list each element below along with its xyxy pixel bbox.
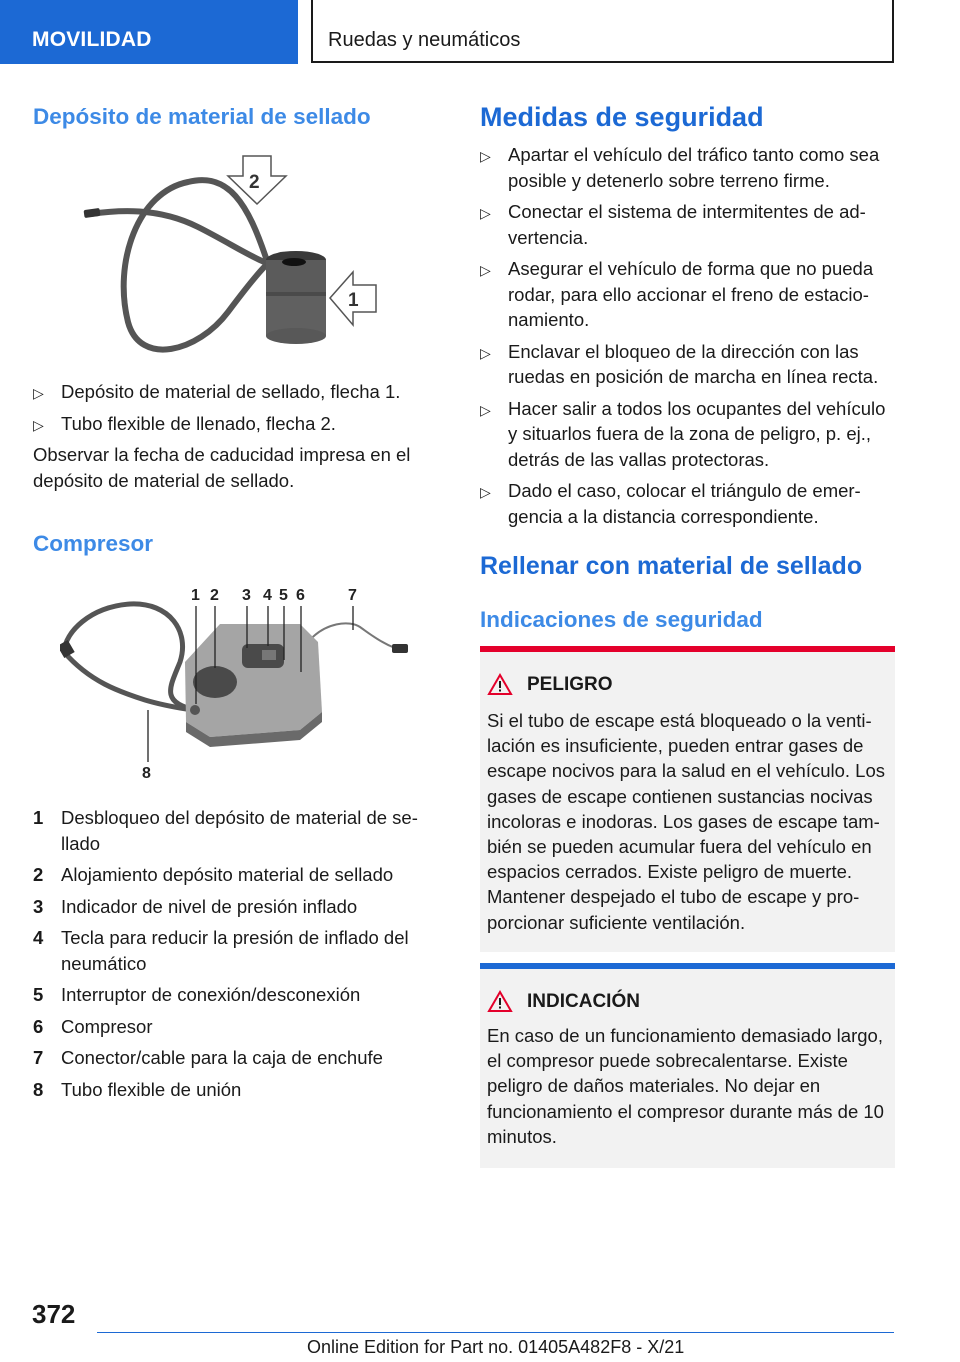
list-item: ▷ Tubo flexible de llenado, flecha 2. bbox=[33, 411, 433, 437]
danger-heading bbox=[487, 673, 613, 696]
safety-notes-title: Indicaciones de seguridad bbox=[480, 607, 763, 632]
list-item: ▷ Hacer salir a todos los ocupantes del vehículo y situarlos fuera de la zona de peligro, p. ej., detrás de las vallas protectoras. bbox=[480, 397, 886, 470]
list-item: ▷ Asegurar el vehículo de forma que no pueda rodar, para ello accionar el freno de estacio-namiento. bbox=[480, 258, 874, 330]
list-item: ▷ Depósito de material de sellado, flecha 1. bbox=[33, 379, 433, 405]
compressor-label-8: 8 bbox=[142, 765, 151, 782]
list-item: 8 Tubo flexible de unión bbox=[33, 1078, 242, 1100]
sealant-bullets bbox=[33, 379, 433, 493]
list-item: 4 Tecla para reducir la presión de inflado del neumático bbox=[33, 927, 409, 974]
safety-measures-title: Medidas de seguridad bbox=[480, 102, 764, 132]
fill-sealant-title: Rellenar con material de sellado bbox=[480, 552, 863, 580]
triangle-bullet-icon: ▷ bbox=[480, 262, 491, 278]
list-item: 5 Interruptor de conexión/desconexión bbox=[33, 984, 361, 1005]
compressor-label-2: 2 bbox=[210, 587, 219, 604]
list-item: ▷ Apartar el vehículo del tráfico tanto como sea posible y detenerlo sobre terreno firme. bbox=[480, 144, 880, 191]
sealant-figure-label-2: 2 bbox=[249, 172, 260, 193]
list-item: 7 Conector/cable para la caja de enchufe bbox=[33, 1047, 383, 1068]
header-section-label: MOVILIDAD bbox=[32, 28, 152, 51]
warning-triangle-icon bbox=[487, 673, 513, 696]
page-number: 372 bbox=[32, 1299, 76, 1329]
list-item: 1 Desbloqueo del depósito de material de se-llado bbox=[33, 807, 418, 854]
sealant-figure bbox=[78, 152, 388, 362]
compressor-figure bbox=[60, 582, 440, 782]
header-section-tab bbox=[0, 0, 298, 64]
list-item: ▷ Enclavar el bloqueo de la dirección con las ruedas en posición de marcha en línea recta. bbox=[480, 340, 879, 387]
safety-measures-list bbox=[480, 142, 895, 529]
triangle-bullet-icon: ▷ bbox=[480, 205, 491, 221]
notice-box bbox=[480, 963, 895, 1168]
triangle-bullet-icon: ▷ bbox=[480, 148, 491, 164]
compressor-legend bbox=[33, 805, 435, 1108]
compressor-label-7: 7 bbox=[348, 587, 357, 604]
triangle-bullet-icon: ▷ bbox=[480, 401, 491, 418]
notice-label: INDICACIÓN bbox=[527, 990, 640, 1012]
danger-text: Si el tubo de escape está bloqueado o la venti-lación es insuficiente, pueden entrar gases de escape nocivos para la salud en el vehículo. Los gases de escape contienen sustancias nocivas incoloras e inodoras. Los gases de escape tam-bién se pueden acumular fuera del vehículo en espacios cerrados. Existe peligro de muerte. Mantener despejado el tubo de escape y pro-porcionar suficiente ventilación. bbox=[487, 710, 886, 933]
notice-bar bbox=[480, 963, 895, 969]
list-item: 6 Compresor bbox=[33, 1015, 153, 1037]
header-chapter-box bbox=[311, 0, 894, 63]
danger-label: PELIGRO bbox=[527, 673, 613, 695]
list-item: 3 Indicador de nivel de presión inflado bbox=[33, 895, 358, 917]
sealant-note: Observar la fecha de caducidad impresa en el depósito de material de sellado. bbox=[33, 444, 411, 491]
danger-bar bbox=[480, 646, 895, 652]
sealant-title: Depósito de material de sellado bbox=[33, 104, 371, 129]
notice-text: En caso de un funcionamiento demasiado largo, el compresor puede sobrecalentarse. Existe peligro de daños materiales. No dejar en funcionamiento el compresor durante más de 10 minutos. bbox=[487, 1025, 884, 1147]
compressor-label-3: 3 bbox=[242, 587, 251, 604]
triangle-bullet-icon: ▷ bbox=[33, 416, 44, 433]
danger-warning-box bbox=[480, 646, 895, 952]
compressor-label-6: 6 bbox=[296, 587, 305, 604]
sealant-figure-label-1: 1 bbox=[348, 290, 359, 311]
list-item: ▷ Conectar el sistema de intermitentes de ad-vertencia. bbox=[480, 201, 866, 248]
list-item: 2 Alojamiento depósito material de sellado bbox=[33, 864, 394, 885]
warning-triangle-icon bbox=[487, 990, 513, 1013]
compressor-label-5: 5 bbox=[279, 587, 288, 604]
list-item: ▷ Dado el caso, colocar el triángulo de emer-gencia a la distancia correspondiente. bbox=[480, 480, 861, 527]
compressor-title: Compresor bbox=[33, 531, 154, 556]
triangle-bullet-icon: ▷ bbox=[480, 344, 491, 361]
triangle-bullet-icon: ▷ bbox=[33, 385, 44, 401]
compressor-label-1: 1 bbox=[191, 587, 200, 604]
header-chapter-label: Ruedas y neumáticos bbox=[328, 29, 521, 51]
footer-edition: Online Edition for Part no. 01405A482F8 - X/21 bbox=[307, 1337, 685, 1357]
compressor-label-4: 4 bbox=[263, 587, 272, 604]
notice-heading bbox=[487, 990, 640, 1013]
triangle-bullet-icon: ▷ bbox=[480, 484, 491, 500]
footer-divider bbox=[97, 1332, 894, 1333]
